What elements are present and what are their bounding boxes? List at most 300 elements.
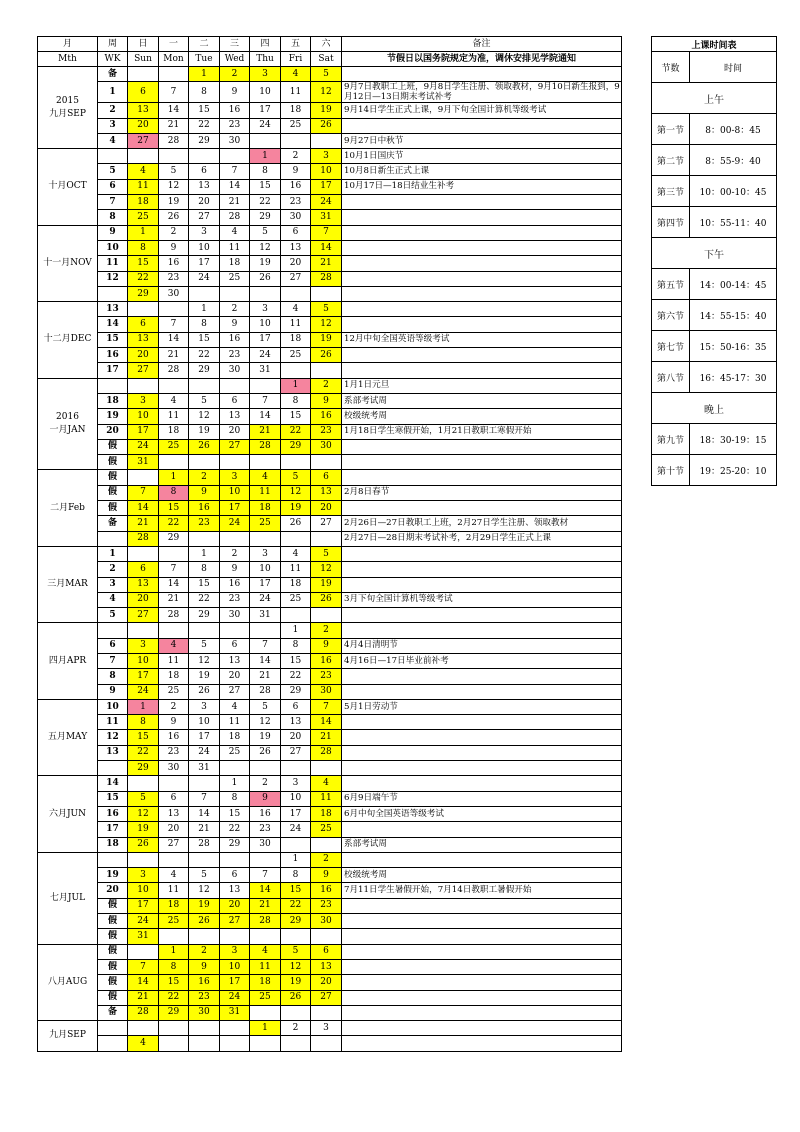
day-cell: 11	[281, 562, 311, 577]
day-cell	[220, 761, 250, 776]
day-cell: 3	[311, 1021, 342, 1036]
day-cell: 5	[128, 791, 159, 806]
section-row	[652, 238, 777, 269]
week-row	[38, 684, 622, 699]
week-row	[38, 975, 622, 990]
day-cell: 4	[250, 944, 281, 959]
day-cell	[159, 67, 189, 82]
day-cell: 3	[220, 944, 250, 959]
day-cell: 1	[189, 546, 220, 561]
week-number: 9	[98, 684, 128, 699]
day-cell: 17	[189, 256, 220, 271]
remark-cell	[342, 1036, 622, 1051]
day-cell: 5	[159, 164, 189, 179]
day-cell	[250, 852, 281, 867]
day-cell: 24	[250, 118, 281, 133]
day-cell: 14	[159, 103, 189, 118]
week-number	[98, 852, 128, 867]
day-cell: 27	[220, 684, 250, 699]
week-row	[38, 439, 622, 454]
week-number: 13	[98, 302, 128, 317]
day-cell: 6	[128, 562, 159, 577]
day-cell: 27	[128, 363, 159, 378]
period-label: 第五节	[652, 269, 690, 300]
day-cell: 20	[220, 424, 250, 439]
day-cell	[250, 531, 281, 546]
day-cell: 3	[220, 470, 250, 485]
day-cell	[128, 1021, 159, 1036]
week-row	[38, 822, 622, 837]
day-cell: 11	[220, 715, 250, 730]
day-cell: 12	[250, 715, 281, 730]
day-cell: 4	[281, 302, 311, 317]
day-cell: 4	[128, 164, 159, 179]
day-cell: 26	[311, 592, 342, 607]
day-cell: 13	[128, 332, 159, 347]
day-cell: 25	[311, 822, 342, 837]
day-cell: 24	[220, 516, 250, 531]
day-cell: 2	[220, 546, 250, 561]
day-cell: 6	[311, 470, 342, 485]
day-cell	[189, 929, 220, 944]
remark-cell	[342, 240, 622, 255]
day-cell	[250, 286, 281, 301]
day-cell: 6	[220, 868, 250, 883]
day-cell	[128, 67, 159, 82]
day-cell: 20	[281, 256, 311, 271]
day-cell	[159, 455, 189, 470]
header-cell: Sun	[128, 52, 159, 67]
week-row	[38, 393, 622, 408]
day-cell: 25	[159, 914, 189, 929]
day-cell	[128, 302, 159, 317]
day-cell: 20	[128, 118, 159, 133]
day-cell: 22	[159, 516, 189, 531]
month-label: 五月MAY	[38, 699, 98, 775]
day-cell: 15	[159, 501, 189, 516]
day-cell: 7	[128, 959, 159, 974]
day-cell: 27	[281, 745, 311, 760]
day-cell: 12	[189, 653, 220, 668]
day-cell: 1	[128, 225, 159, 240]
day-cell: 27	[281, 271, 311, 286]
day-cell: 14	[311, 715, 342, 730]
day-cell: 16	[159, 256, 189, 271]
day-cell: 1	[281, 378, 311, 393]
day-cell: 12	[159, 179, 189, 194]
week-row	[38, 806, 622, 821]
day-cell: 26	[189, 684, 220, 699]
day-cell: 20	[220, 898, 250, 913]
week-number: 19	[98, 409, 128, 424]
day-cell: 5	[250, 225, 281, 240]
remark-cell	[342, 669, 622, 684]
period-time: 14：00-14：45	[690, 269, 777, 300]
day-cell: 22	[189, 118, 220, 133]
day-cell: 9	[220, 562, 250, 577]
remark-cell	[342, 745, 622, 760]
week-number: 备	[98, 1005, 128, 1020]
day-cell: 22	[281, 898, 311, 913]
remark-cell	[342, 959, 622, 974]
day-cell: 2	[281, 1021, 311, 1036]
day-cell: 17	[220, 501, 250, 516]
week-row	[38, 944, 622, 959]
day-cell	[189, 378, 220, 393]
day-cell: 7	[220, 164, 250, 179]
day-cell	[250, 929, 281, 944]
week-number	[98, 378, 128, 393]
remark-cell	[342, 286, 622, 301]
section-row	[652, 83, 777, 114]
day-cell: 17	[311, 179, 342, 194]
week-number: 12	[98, 730, 128, 745]
day-cell: 25	[159, 439, 189, 454]
remark-cell	[342, 562, 622, 577]
day-cell: 29	[220, 837, 250, 852]
remark-cell	[342, 546, 622, 561]
day-cell	[128, 944, 159, 959]
period-label: 第十节	[652, 455, 690, 486]
period-time: 8：00-8：45	[690, 114, 777, 145]
day-cell: 7	[159, 82, 189, 103]
day-cell: 25	[281, 348, 311, 363]
day-cell: 2	[311, 378, 342, 393]
header-cell: 日	[128, 37, 159, 52]
header-cell: Thu	[250, 52, 281, 67]
day-cell: 6	[311, 944, 342, 959]
period-row	[652, 362, 777, 393]
day-cell: 17	[220, 975, 250, 990]
remark-cell	[342, 715, 622, 730]
day-cell: 30	[311, 684, 342, 699]
day-cell: 8	[189, 317, 220, 332]
month-label: 十一月NOV	[38, 225, 98, 301]
day-cell: 15	[128, 256, 159, 271]
day-cell	[159, 623, 189, 638]
day-cell: 26	[281, 516, 311, 531]
day-cell: 21	[250, 424, 281, 439]
month-label: 二月Feb	[38, 470, 98, 546]
day-cell: 29	[281, 914, 311, 929]
day-cell: 21	[250, 669, 281, 684]
day-cell: 29	[189, 133, 220, 148]
day-cell: 20	[311, 975, 342, 990]
day-cell: 11	[128, 179, 159, 194]
day-cell: 21	[311, 256, 342, 271]
day-cell: 19	[159, 195, 189, 210]
remark-cell	[342, 623, 622, 638]
day-cell: 2	[220, 67, 250, 82]
week-row	[38, 546, 622, 561]
day-cell: 23	[220, 348, 250, 363]
day-cell: 14	[250, 883, 281, 898]
day-cell: 30	[220, 363, 250, 378]
day-cell: 4	[159, 393, 189, 408]
month-label: 十月OCT	[38, 149, 98, 225]
week-number: 11	[98, 256, 128, 271]
day-cell: 5	[189, 638, 220, 653]
day-cell: 8	[250, 164, 281, 179]
day-cell: 23	[220, 118, 250, 133]
day-cell	[189, 1021, 220, 1036]
day-cell: 18	[281, 577, 311, 592]
week-number	[98, 149, 128, 164]
day-cell: 29	[128, 761, 159, 776]
day-cell	[189, 286, 220, 301]
day-cell: 28	[159, 133, 189, 148]
week-row	[38, 133, 622, 148]
week-row	[38, 103, 622, 118]
day-cell	[220, 1021, 250, 1036]
day-cell: 15	[128, 730, 159, 745]
day-cell: 30	[311, 439, 342, 454]
day-cell: 12	[189, 883, 220, 898]
day-cell	[311, 929, 342, 944]
remark-cell: 12月中旬全国英语等级考试	[342, 332, 622, 347]
day-cell: 11	[250, 485, 281, 500]
day-cell: 13	[128, 577, 159, 592]
day-cell: 7	[311, 699, 342, 714]
day-cell: 5	[281, 470, 311, 485]
day-cell: 30	[159, 286, 189, 301]
remark-cell	[342, 730, 622, 745]
day-cell: 25	[159, 684, 189, 699]
remark-cell: 5月1日劳动节	[342, 699, 622, 714]
day-cell: 20	[189, 195, 220, 210]
day-cell	[220, 378, 250, 393]
day-cell: 19	[128, 822, 159, 837]
day-cell	[159, 852, 189, 867]
day-cell: 20	[311, 501, 342, 516]
day-cell: 21	[311, 730, 342, 745]
day-cell: 9	[159, 715, 189, 730]
week-number: 假	[98, 914, 128, 929]
day-cell	[281, 1036, 311, 1051]
day-cell	[189, 455, 220, 470]
remark-cell	[342, 195, 622, 210]
remark-cell	[342, 944, 622, 959]
month-label: 九月SEP	[38, 1021, 98, 1052]
day-cell: 12	[250, 240, 281, 255]
day-cell: 15	[189, 577, 220, 592]
day-cell: 4	[220, 225, 250, 240]
week-row	[38, 516, 622, 531]
day-cell: 21	[159, 592, 189, 607]
day-cell: 17	[250, 577, 281, 592]
section-label: 上午	[652, 83, 777, 114]
day-cell: 8	[281, 393, 311, 408]
day-cell: 7	[159, 562, 189, 577]
day-cell	[220, 929, 250, 944]
header-cell: Sat	[311, 52, 342, 67]
week-number: 14	[98, 317, 128, 332]
week-number: 20	[98, 883, 128, 898]
header-cell: 五	[281, 37, 311, 52]
day-cell: 5	[250, 699, 281, 714]
day-cell: 2	[250, 776, 281, 791]
period-row	[652, 176, 777, 207]
week-number: 14	[98, 776, 128, 791]
day-cell: 15	[281, 409, 311, 424]
period-label: 第四节	[652, 207, 690, 238]
day-cell: 29	[159, 1005, 189, 1020]
week-row	[38, 791, 622, 806]
day-cell: 23	[189, 516, 220, 531]
week-row	[38, 485, 622, 500]
day-cell: 16	[220, 577, 250, 592]
day-cell	[128, 546, 159, 561]
day-cell: 22	[220, 822, 250, 837]
remark-cell: 7月11日学生暑假开始，7月14日教职工暑假开始	[342, 883, 622, 898]
day-cell: 10	[220, 959, 250, 974]
remark-cell	[342, 439, 622, 454]
week-row	[38, 638, 622, 653]
day-cell: 5	[281, 944, 311, 959]
day-cell	[311, 761, 342, 776]
day-cell: 13	[189, 179, 220, 194]
day-cell: 23	[281, 195, 311, 210]
day-cell	[189, 623, 220, 638]
week-row	[38, 256, 622, 271]
day-cell: 14	[250, 653, 281, 668]
day-cell: 3	[250, 302, 281, 317]
section-row	[652, 393, 777, 424]
week-row	[38, 240, 622, 255]
day-cell: 20	[159, 822, 189, 837]
day-cell: 10	[250, 82, 281, 103]
week-row	[38, 1036, 622, 1051]
day-cell	[220, 286, 250, 301]
day-cell: 13	[311, 485, 342, 500]
week-number: 假	[98, 470, 128, 485]
day-cell: 4	[281, 546, 311, 561]
day-cell: 28	[250, 914, 281, 929]
week-row	[38, 898, 622, 913]
period-time: 8：55-9：40	[690, 145, 777, 176]
day-cell	[128, 149, 159, 164]
day-cell: 24	[189, 271, 220, 286]
day-cell	[281, 531, 311, 546]
day-cell: 29	[281, 439, 311, 454]
week-number	[98, 531, 128, 546]
day-cell: 21	[159, 118, 189, 133]
day-cell	[128, 852, 159, 867]
week-row	[38, 82, 622, 103]
day-cell: 14	[159, 577, 189, 592]
week-row	[38, 118, 622, 133]
week-row	[38, 852, 622, 867]
week-row	[38, 164, 622, 179]
day-cell	[250, 623, 281, 638]
day-cell: 16	[189, 975, 220, 990]
week-number: 9	[98, 225, 128, 240]
day-cell	[159, 149, 189, 164]
day-cell: 26	[281, 990, 311, 1005]
day-cell	[250, 133, 281, 148]
header-cell: 二	[189, 37, 220, 52]
week-number: 17	[98, 363, 128, 378]
day-cell: 9	[159, 240, 189, 255]
day-cell	[189, 1036, 220, 1051]
day-cell: 9	[311, 868, 342, 883]
day-cell: 3	[189, 225, 220, 240]
day-cell: 6	[128, 317, 159, 332]
day-cell: 4	[159, 868, 189, 883]
remark-cell	[342, 898, 622, 913]
day-cell: 18	[250, 975, 281, 990]
day-cell: 16	[220, 332, 250, 347]
day-cell: 15	[281, 653, 311, 668]
day-cell: 10	[250, 317, 281, 332]
day-cell: 4	[128, 1036, 159, 1051]
day-cell: 10	[128, 653, 159, 668]
day-cell: 11	[311, 791, 342, 806]
day-cell	[281, 286, 311, 301]
remark-cell: 4月16日—17日毕业前补考	[342, 653, 622, 668]
week-number: 17	[98, 822, 128, 837]
day-cell: 18	[159, 898, 189, 913]
week-number: 假	[98, 975, 128, 990]
period-time: 19：25-20：10	[690, 455, 777, 486]
day-cell: 21	[189, 822, 220, 837]
day-cell: 28	[311, 745, 342, 760]
remark-cell: 2月26日—27日教职工上班，2月27日学生注册、领取教材	[342, 516, 622, 531]
day-cell: 27	[220, 914, 250, 929]
period-label: 第八节	[652, 362, 690, 393]
header-cell: Mth	[38, 52, 98, 67]
day-cell: 24	[250, 348, 281, 363]
header-cell: Wed	[220, 52, 250, 67]
day-cell: 28	[220, 210, 250, 225]
day-cell: 29	[189, 363, 220, 378]
remark-cell	[342, 348, 622, 363]
day-cell: 1	[189, 67, 220, 82]
day-cell	[250, 1036, 281, 1051]
period-row	[652, 145, 777, 176]
remark-cell: 1月18日学生寒假开始，1月21日教职工寒假开始	[342, 424, 622, 439]
day-cell	[220, 852, 250, 867]
schedule-title-row	[652, 37, 777, 52]
day-cell: 2	[189, 944, 220, 959]
day-cell: 16	[311, 409, 342, 424]
day-cell	[220, 455, 250, 470]
week-row	[38, 179, 622, 194]
day-cell: 26	[128, 837, 159, 852]
remark-cell	[342, 684, 622, 699]
remark-cell	[342, 256, 622, 271]
week-number: 假	[98, 944, 128, 959]
day-cell: 2	[281, 149, 311, 164]
header-cell: 月	[38, 37, 98, 52]
week-number: 假	[98, 959, 128, 974]
day-cell: 29	[281, 684, 311, 699]
day-cell	[250, 1005, 281, 1020]
day-cell: 14	[159, 332, 189, 347]
month-label: 十二月DEC	[38, 302, 98, 378]
day-cell: 17	[250, 332, 281, 347]
week-number: 7	[98, 653, 128, 668]
day-cell: 10	[128, 409, 159, 424]
day-cell: 2	[311, 852, 342, 867]
day-cell	[159, 1021, 189, 1036]
day-cell: 14	[128, 501, 159, 516]
period-label: 第三节	[652, 176, 690, 207]
week-row	[38, 715, 622, 730]
week-number: 假	[98, 898, 128, 913]
day-cell: 12	[281, 485, 311, 500]
header-cell: Fri	[281, 52, 311, 67]
